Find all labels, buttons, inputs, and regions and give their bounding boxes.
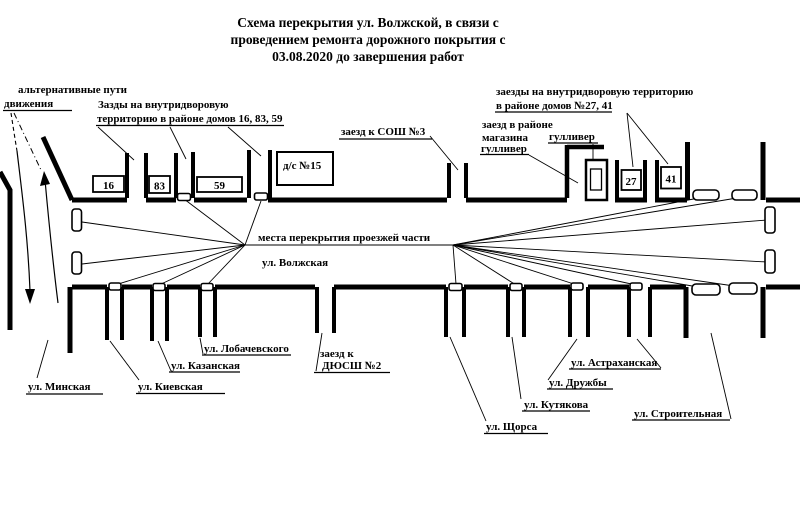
house-59-number: 59 — [214, 180, 225, 192]
sports-school-label-line2: ДЮСШ №2 — [322, 360, 382, 372]
volzhskaya-road-edges — [72, 200, 800, 287]
scheme-title-line3: 03.08.2020 до завершения работ — [272, 49, 464, 64]
shop-building-inner — [591, 169, 602, 190]
shop-entry-label-line2: магазина — [482, 132, 529, 144]
sports-school-label-line1: заезд к — [320, 348, 354, 360]
shop-name-label: гулливер — [549, 131, 595, 143]
minskaya-street-edges — [0, 137, 72, 353]
house-16-number: 16 — [103, 180, 114, 192]
kazanskaya-street-label: ул. Казанская — [171, 360, 240, 372]
courtyard-left-label-line2: территорию в районе домов 16, 83, 59 — [97, 113, 283, 125]
kindergarten-label: д/с №15 — [283, 160, 322, 172]
shop-entry-label-line1: заезд в районе — [482, 119, 553, 131]
southbound-arrowhead — [25, 289, 35, 304]
school-entry-label: заезд к СОШ №3 — [341, 126, 426, 138]
label-underlines — [3, 111, 730, 434]
stroitelnaya-cross-street-edges — [686, 142, 763, 338]
stroitelnaya-street-label: ул. Строительная — [634, 408, 723, 420]
lobachevskogo-street-label: ул. Лобачевского — [204, 343, 289, 355]
house-41-number: 41 — [665, 173, 677, 186]
southbound-arrow-line — [17, 151, 30, 291]
courtyard-left-label-line1: Зазды на внутридворовую — [98, 99, 229, 111]
volzhskaya-street-label: ул. Волжская — [262, 257, 329, 269]
alternative-route-arrows — [11, 113, 58, 303]
dashed-connector-line — [11, 113, 17, 151]
northbound-arrow-line — [45, 180, 58, 303]
house-83-number: 83 — [154, 180, 165, 193]
druzhby-street-label: ул. Дружбы — [549, 377, 607, 389]
scheme-title-line1: Схема перекрытия ул. Волжской, в связи с — [237, 15, 499, 30]
astrakhanskaya-street-label: ул. Астраханская — [571, 357, 658, 369]
minskaya-street-label: ул. Минская — [28, 381, 91, 393]
courtyard-right-label-line2: в районе домов №27, 41 — [496, 100, 613, 112]
side-street-walls — [107, 287, 650, 341]
courtyard-right-label-line1: заезды на внутридворовую территорию — [496, 86, 694, 98]
house-27-number: 27 — [625, 176, 637, 188]
shop-entry-label-line3: гулливер — [481, 143, 527, 155]
shchorsa-street-label: ул. Щорса — [486, 421, 538, 433]
annotation-leader-lines — [37, 113, 731, 421]
alt-paths-label-line1: альтернативные пути — [18, 84, 127, 96]
kutyakova-street-label: ул. Кутякова — [524, 399, 589, 411]
scheme-title-line2: проведением ремонта дорожного покрытия с — [230, 32, 506, 47]
closure-points-label: места перекрытия проезжей части — [258, 232, 431, 244]
northbound-arrowhead — [40, 171, 50, 186]
alt-paths-label-line2: движения — [4, 98, 54, 110]
kievskaya-street-label: ул. Киевская — [138, 381, 203, 393]
